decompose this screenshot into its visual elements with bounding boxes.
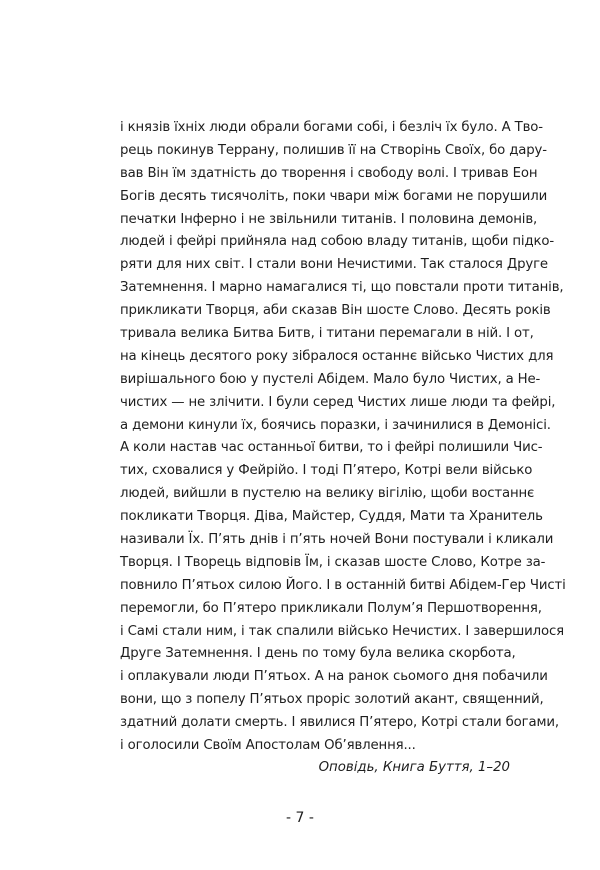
page-number: - 7 - (286, 810, 314, 826)
text-line: Затемнення. І марно намагалися ті, що повстали проти титанів, (120, 280, 564, 296)
text-line: людей і фейрі прийняла над собою владу титанів, щоби підко- (120, 234, 555, 250)
text-line: вирішального бою у пустелі Абідем. Мало було Чистих, а Не- (120, 371, 541, 387)
text-line: Богів десять тисячоліть, поки чвари між богами не порушили (120, 188, 548, 204)
text-line: повнило П’ятьох силою Його. І в останній битві Абідем-Гер Чисті (120, 577, 566, 593)
text-line: перемогли, бо П’ятеро прикликали Полум’я Першотворення, (120, 600, 542, 616)
text-line: А коли настав час останньої битви, то і фейрі полишили Чис- (120, 440, 543, 456)
text-line: людей, вийшли в пустелю на велику вігілію, щоби востаннє (120, 486, 535, 502)
text-line: ряти для них світ. І стали вони Нечистими. Так сталося Друге (120, 257, 548, 273)
text-line: рець покинув Террану, полишив її на Створінь Своїх, бо дару- (120, 142, 547, 158)
text-line: Друге Затемнення. І день по тому була велика скорбота, (120, 646, 516, 662)
text-line: називали Їх. П’ять днів і п’ять ночей Вони постували і кликали (120, 532, 554, 548)
text-line: тривала велика Битва Битв, і титани перемагали в ній. І от, (120, 326, 534, 342)
text-line: печатки Інферно і не звільнили титанів. І половина демонів, (120, 211, 538, 227)
text-line: вони, що з попелу П’ятьох проріс золотий акант, священний, (120, 692, 544, 708)
text-line: і оголосили Своїм Апостолам Об’явлення... (120, 738, 416, 754)
text-line: здатний долати смерть. І явилися П’ятеро, Котрі стали богами, (120, 715, 559, 731)
main-text-block (120, 117, 566, 758)
text-line: на кінець десятого року зібралося останнє військо Чистих для (120, 348, 554, 364)
text-line: Творця. І Творець відповів Їм, і сказав шосте Слово, Котре за- (120, 554, 546, 570)
text-line: прикликати Творця, аби сказав Він шосте Слово. Десять років (120, 303, 551, 319)
text-line: покликати Творця. Діва, Майстер, Суддя, Мати та Хранитель (120, 509, 543, 525)
text-line: і оплакували люди П’ятьох. А на ранок сьомого дня побачили (120, 669, 548, 685)
text-line: і Самі стали ним, і так спалили військо Нечистих. І завершилося (120, 623, 564, 639)
text-line: чистих — не злічити. І були серед Чистих лише люди та фейрі, (120, 394, 556, 410)
citation: Оповідь, Книга Буття, 1–20 (318, 760, 510, 775)
text-line: вав Він їм здатність до творення і свободу волі. І тривав Еон (120, 165, 538, 181)
text-line: тих, сховалися у Фейрійо. І тоді П’ятеро, Котрі вели військо (120, 463, 533, 479)
text-line: а демони кинули їх, боячись поразки, і зачинилися в Демонісі. (120, 417, 551, 433)
text-line: і князів їхніх люди обрали богами собі, і безліч їх було. А Тво- (120, 120, 543, 135)
